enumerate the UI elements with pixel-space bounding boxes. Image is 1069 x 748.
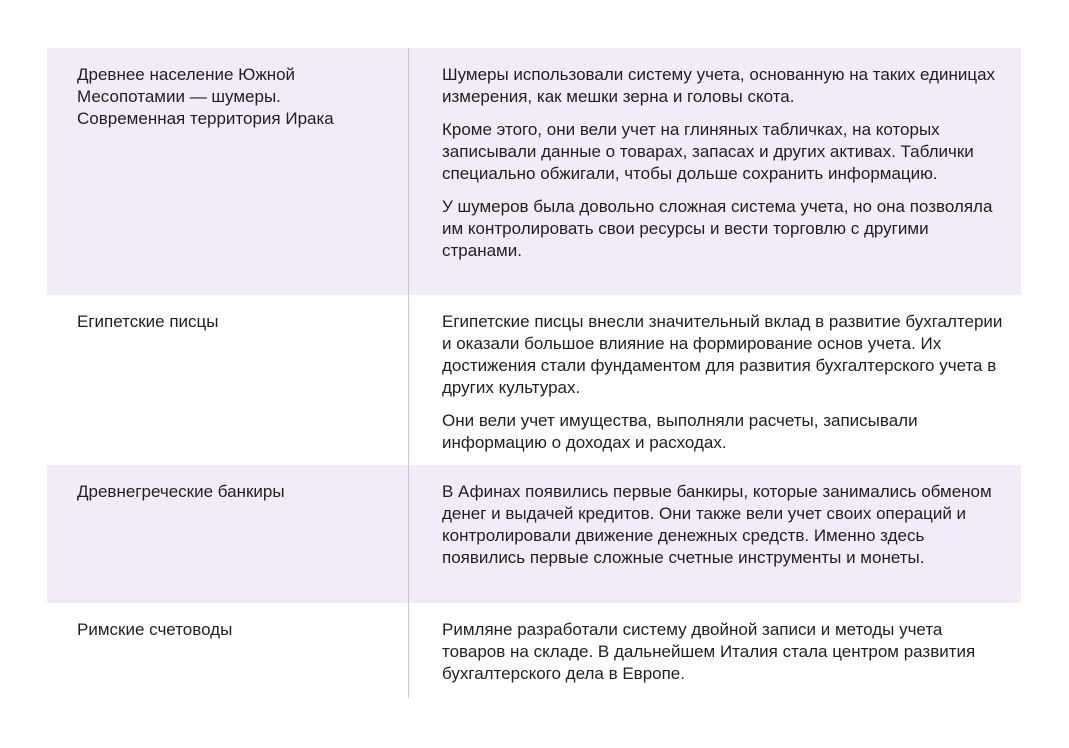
description-paragraph: В Афинах появились первые банкиры, которые занимались обменом денег и выдачей кредитов. Они также вели учет своих операций и контролировали движение денежных средств. Именно здесь появились первые сложные счетные инструменты и монеты. <box>442 482 992 567</box>
table-row <box>47 48 1021 295</box>
row-subject: Римские счетоводы <box>77 620 233 639</box>
table-row <box>47 295 1021 465</box>
row-description <box>408 295 1021 465</box>
column-divider <box>408 48 409 698</box>
row-description <box>408 603 1021 698</box>
description-paragraph: Римляне разработали систему двойной записи и методы учета товаров на складе. В дальнейшем Италия стала центром развития бухгалтерского дела в Европе. <box>442 620 976 683</box>
table-row <box>47 603 1021 698</box>
row-subject: Египетские писцы <box>77 312 219 331</box>
description-paragraph: Они вели учет имущества, выполняли расчеты, записывали информацию о доходах и расходах. <box>442 411 918 452</box>
row-description <box>408 465 1021 603</box>
row-subject: Древнегреческие банкиры <box>77 482 285 501</box>
description-paragraph: Египетские писцы внесли значительный вклад в развитие бухгалтерии и оказали большое влияние на формирование основ учета. Их достижения стали фундаментом для развития бухгалтерского учета в других культурах. <box>442 312 1003 397</box>
table-row <box>47 465 1021 603</box>
history-table <box>47 48 1021 698</box>
description-paragraph: Шумеры использовали систему учета, основанную на таких единицах измерения, как мешки зерна и головы скота. <box>442 65 996 106</box>
row-subject: Древнее население Южной Месопотамии — шумеры. Современная территория Ирака <box>77 65 334 128</box>
description-paragraph: У шумеров была довольно сложная система учета, но она позволяла им контролировать свои ресурсы и вести торговлю с другими странами. <box>442 197 993 260</box>
row-description <box>408 48 1021 295</box>
description-paragraph: Кроме этого, они вели учет на глиняных табличках, на которых записывали данные о товарах, запасах и других активах. Таблички специально обжигали, чтобы дольше сохранить информацию. <box>442 120 974 183</box>
